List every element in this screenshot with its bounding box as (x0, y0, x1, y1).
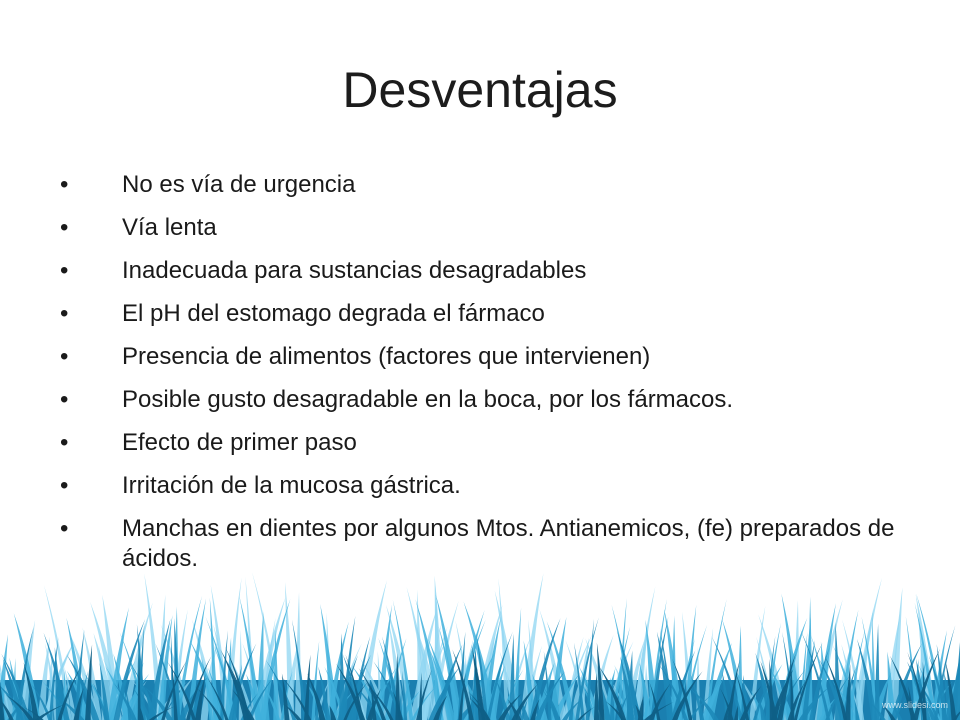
bullet-text: El pH del estomago degrada el fármaco (122, 300, 545, 327)
bullet-text: Presencia de alimentos (factores que intervienen) (122, 343, 651, 370)
grass-blade (835, 622, 841, 720)
bullet-icon: • (60, 429, 69, 456)
bullet-item (58, 170, 918, 200)
bullet-icon: • (60, 171, 69, 198)
bullet-icon: • (60, 300, 69, 327)
bullet-icon: • (60, 343, 69, 370)
bullet-text: No es vía de urgencia (122, 171, 356, 198)
bullet-item (58, 299, 918, 329)
bullet-text: Efecto de primer paso (122, 429, 357, 456)
watermark: www.slidesi.com (881, 700, 948, 710)
slide-title: Desventajas (342, 62, 618, 118)
bullet-icon: • (60, 472, 69, 499)
bullet-icon: • (60, 386, 69, 413)
bullet-item (58, 428, 918, 458)
bullet-text: Manchas en dientes por algunos Mtos. Antianemicos, (fe) preparados de ácidos. (122, 515, 895, 572)
bullet-list (58, 170, 918, 587)
bullet-item (58, 471, 918, 501)
bullet-text: Inadecuada para sustancias desagradables (122, 257, 587, 284)
bullet-text: Posible gusto desagradable en la boca, por los fármacos. (122, 386, 734, 413)
bullet-icon: • (60, 214, 69, 241)
grass-blade (874, 624, 879, 720)
bullet-item (58, 213, 918, 243)
bullet-icon: • (60, 515, 69, 542)
bullet-text: Irritación de la mucosa gástrica. (122, 472, 461, 499)
bullet-icon: • (60, 257, 69, 284)
bullet-item (58, 256, 918, 286)
bullet-item (58, 385, 918, 415)
bullet-text: Vía lenta (122, 214, 217, 241)
bullet-item (58, 342, 918, 372)
grass-illustration (0, 530, 960, 720)
